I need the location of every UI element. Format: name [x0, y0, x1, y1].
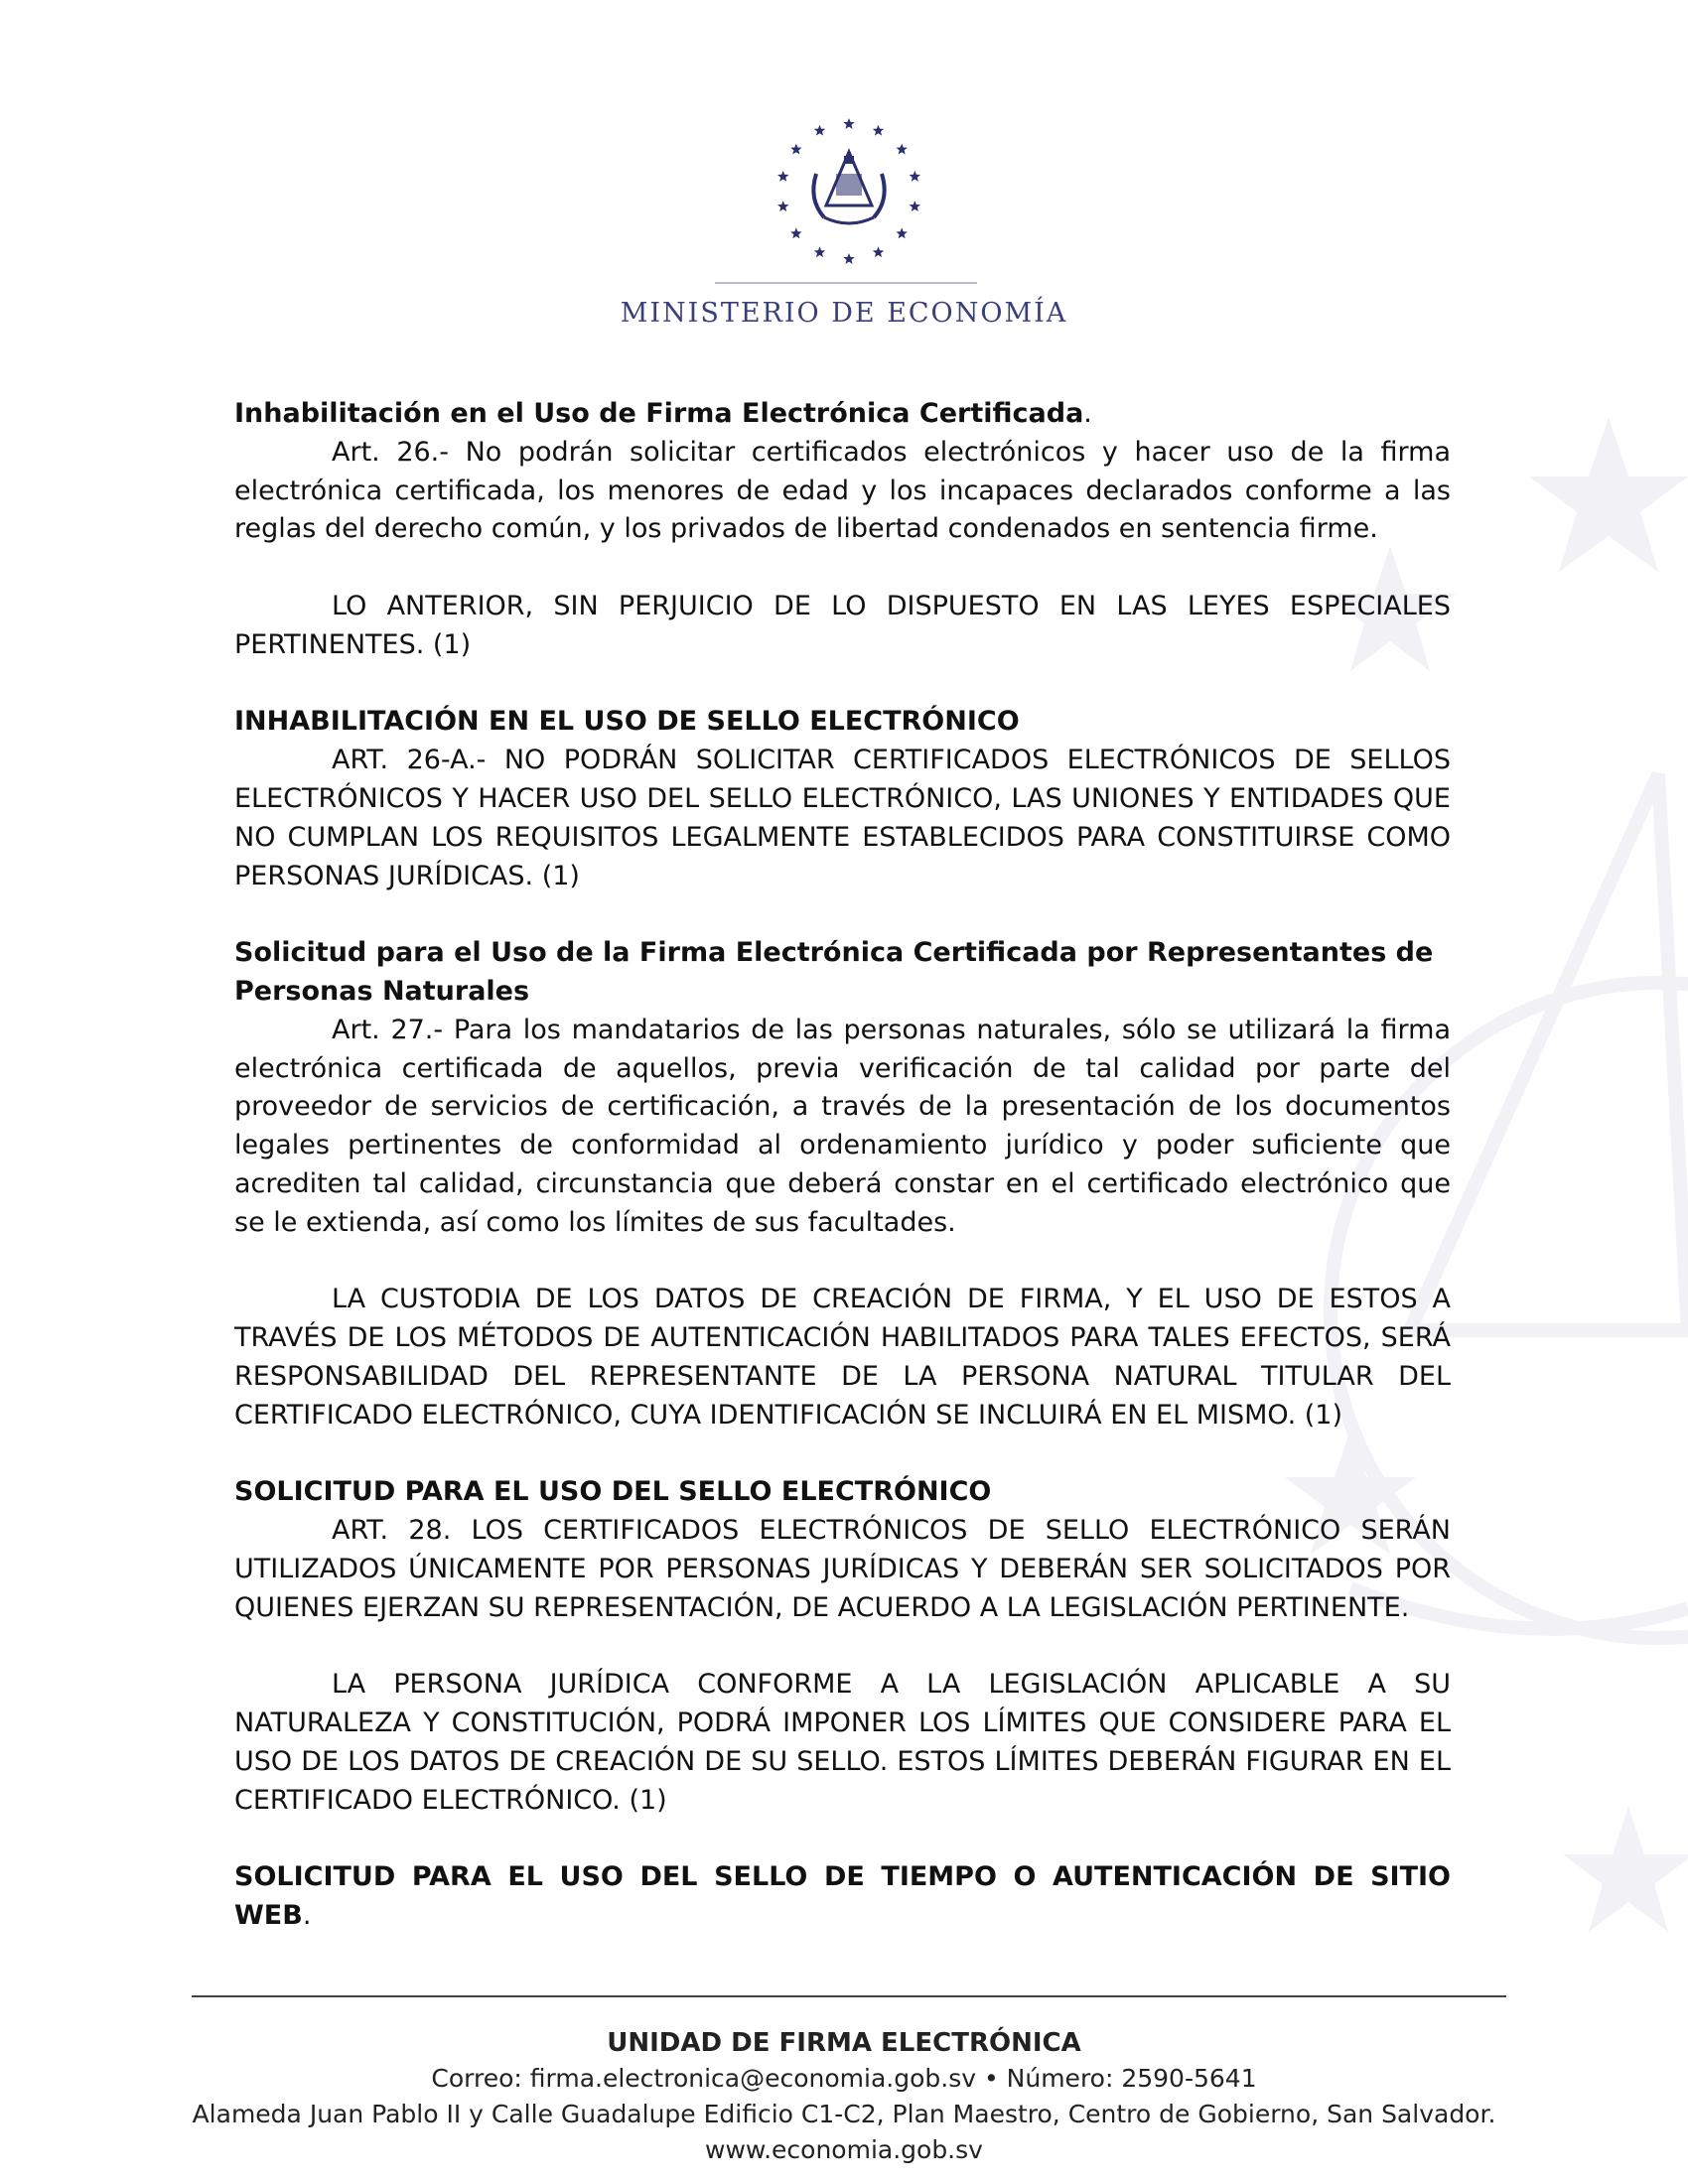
article-paragraph: ART. 26-A.- NO PODRÁN SOLICITAR CERTIFICADOS ELECTRÓNICOS DE SELLOS ELECTRÓNICOS Y HACER USO DEL SELLO ELECTRÓNICO, LAS UNIONES Y ENTIDADES QUE NO CUMPLAN LOS REQUISITOS LEGALMENTE ESTABLECIDOS PARA CONSTITUIRSE COMO PERSONAS JURÍDICAS. (1): [234, 745, 1451, 891]
article-paragraph: Art. 26.- No podrán solicitar certificados electrónicos y hacer uso de la firma electrónica certificada, los menores de edad y los incapaces declarados conforme a las reglas del derecho común, y los privados de libertad condenados en sentencia firme.: [234, 436, 1451, 545]
star-icon: [814, 246, 825, 257]
section-heading-text: Inhabilitación en el Uso de Firma Electrónica Certificada: [234, 398, 1084, 429]
spacer: [234, 1243, 1451, 1282]
star-icon: [814, 125, 825, 136]
star-icon: [897, 144, 908, 155]
section-heading: [234, 395, 1451, 434]
footer-unit-name: UNIDAD DE FIRMA ELECTRÓNICA: [607, 2028, 1081, 2058]
el-salvador-coat-of-arms-icon: [765, 114, 933, 273]
spacer: [234, 549, 1451, 588]
ministry-name: MINISTERIO DE ECONOMÍA: [620, 298, 1068, 329]
article-paragraph: ART. 28. LOS CERTIFICADOS ELECTRÓNICOS DE SELLO ELECTRÓNICO SERÁN UTILIZADOS ÚNICAMENTE POR PERSONAS JURÍDICAS Y DEBERÁN SER SOLICITADOS POR QUIENES EJERZAN SU REPRESENTACIÓN, DE ACUERDO A LA LEGISLACIÓN PERTINENTE.: [234, 1515, 1451, 1623]
star-icon: [777, 171, 788, 182]
footer-contact: Correo: firma.electronica@economia.gob.sv • Número: 2590-5641: [431, 2064, 1257, 2093]
spacer: [234, 895, 1451, 934]
footer-address: Alameda Juan Pablo II y Calle Guadalupe Edificio C1-C2, Plan Maestro, Centro de Gobierno, San Salvador.: [192, 2100, 1496, 2128]
star-icon: [873, 246, 884, 257]
spacer: [234, 1628, 1451, 1667]
article-paragraph: LA PERSONA JURÍDICA CONFORME A LA LEGISLACIÓN APLICABLE A SU NATURALEZA Y CONSTITUCIÓN, PODRÁ IMPONER LOS LÍMITES QUE CONSIDERE PARA EL USO DE LOS DATOS DE CREACIÓN DE SU SELLO. ESTOS LÍMITES DEBERÁN FIGURAR EN EL CERTIFICADO ELECTRÓNICO. (1): [234, 1669, 1451, 1816]
heading-period: .: [1083, 398, 1092, 429]
heading-period: .: [302, 1900, 312, 1932]
star-icon: [873, 125, 884, 136]
spacer: [234, 1435, 1451, 1474]
document-body: [234, 395, 1451, 1936]
footer-divider: [192, 1995, 1506, 1997]
footer-website-link[interactable]: www.economia.gob.sv: [705, 2135, 983, 2164]
spacer: [234, 1820, 1451, 1858]
footer: [0, 2025, 1688, 2168]
star-icon: [897, 227, 908, 238]
star-icon: [843, 118, 854, 129]
star-icon: [790, 227, 801, 238]
header-divider: [715, 282, 977, 284]
section-heading: INHABILITACIÓN EN EL USO DE SELLO ELECTRÓNICO: [234, 706, 1020, 738]
section-heading: SOLICITUD PARA EL USO DEL SELLO ELECTRÓNICO: [234, 1476, 992, 1508]
star-icon: [910, 201, 920, 211]
article-paragraph: LO ANTERIOR, SIN PERJUICIO DE LO DISPUESTO EN LAS LEYES ESPECIALES PERTINENTES. (1): [234, 590, 1451, 660]
article-paragraph: Art. 27.- Para los mandatarios de las personas naturales, sólo se utilizará la firma electrónica certificada de aquellos, previa verificación de tal calidad por parte del proveedor de servicios de certificación, a través de la presentación de los documentos legales pertinentes de conformidad al ordenamiento jurídico y poder suficiente que acrediten tal calidad, circunstancia que deberá constar en el certificado electrónico que se le extienda, así como los límites de sus facultades.: [234, 1014, 1451, 1238]
star-icon: [790, 144, 801, 155]
section-heading: Solicitud para el Uso de la Firma Electrónica Certificada por Representantes de Personas Naturales: [234, 937, 1434, 1007]
star-icon: [843, 253, 854, 264]
section-heading: [234, 1858, 1451, 1936]
article-paragraph: LA CUSTODIA DE LOS DATOS DE CREACIÓN DE FIRMA, Y EL USO DE ESTOS A TRAVÉS DE LOS MÉTODOS DE AUTENTICACIÓN HABILITADOS PARA TALES EFECTOS, SERÁ RESPONSABILIDAD DEL REPRESENTANTE DE LA PERSONA NATURAL TITULAR DEL CERTIFICADO ELECTRÓNICO, CUYA IDENTIFICACIÓN SE INCLUIRÁ EN EL MISMO. (1): [234, 1284, 1451, 1431]
section-heading-text: SOLICITUD PARA EL USO DEL SELLO DE TIEMPO O AUTENTICACIÓN DE SITIO WEB: [234, 1861, 1451, 1932]
spacer: [234, 665, 1451, 704]
star-icon: [777, 201, 788, 211]
star-icon: [910, 171, 920, 182]
